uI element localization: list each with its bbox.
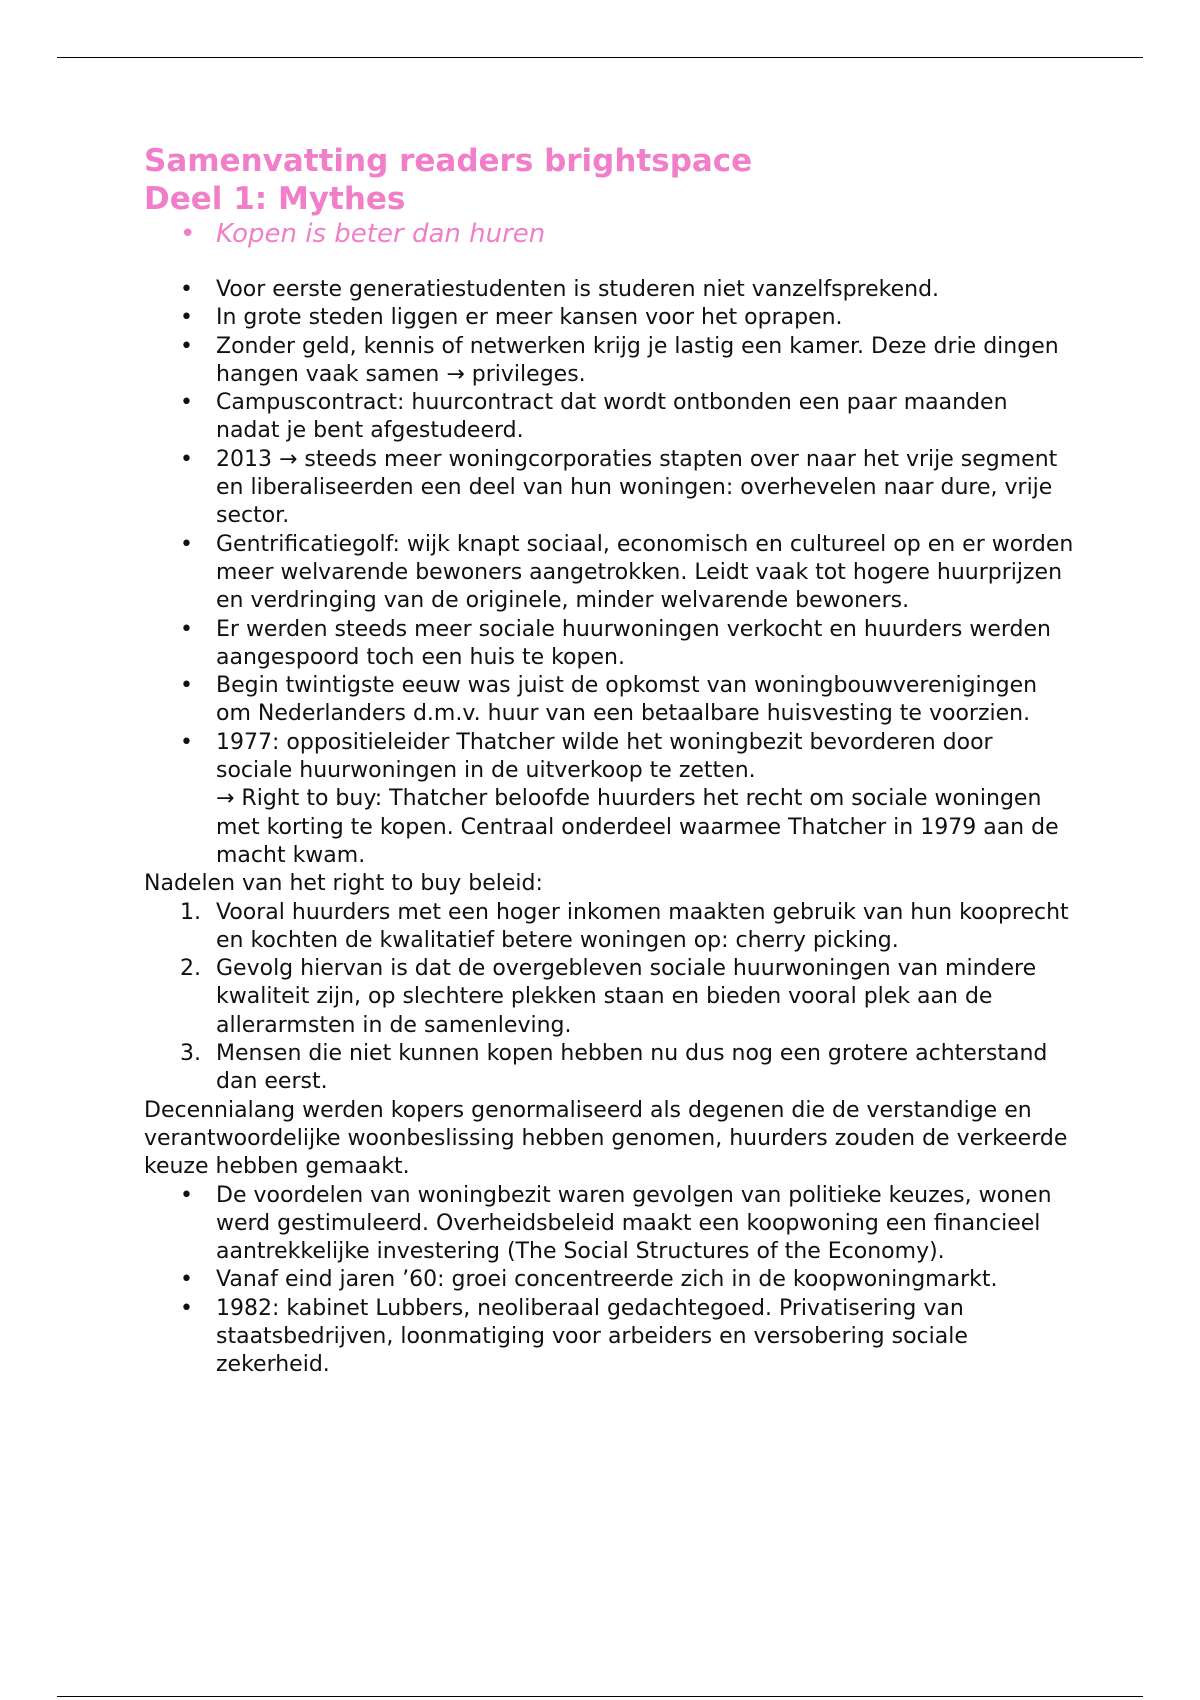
numbered-item	[180, 1040, 1074, 1097]
subtitle: • Kopen is beter dan huren	[216, 218, 1074, 251]
item-text: Mensen die niet kunnen kopen hebben nu dus nog een grotere achterstand dan eerst.	[216, 1041, 1048, 1095]
title-line-1: Samenvatting readers brightspace	[144, 143, 753, 179]
list-item: • Zonder geld, kennis of netwerken krijg je lastig een kamer. Deze drie dingen hangen vaak samen → privileges.	[216, 333, 1074, 390]
numbered-list	[144, 899, 1074, 1097]
bullet-list-1	[144, 276, 1074, 870]
document-body	[144, 142, 1074, 1380]
list-item: • 2013 → steeds meer woningcorporaties stapten over naar het vrije segment en liberaliseerden een deel van hun woningen: overhevelen naar dure, vrije sector.	[216, 446, 1074, 531]
list-item: • Campuscontract: huurcontract dat wordt ontbonden een paar maanden nadat je bent afgestudeerd.	[216, 389, 1074, 446]
item-number: 2.	[180, 956, 201, 982]
thatcher-line: 1977: oppositieleider Thatcher wilde het woningbezit bevorderen door sociale huurwoningen in de uitverkoop te zetten.	[216, 729, 993, 784]
item-number: 3.	[180, 1041, 201, 1067]
subtitle-list	[144, 218, 1074, 251]
list-item: • Er werden steeds meer sociale huurwoningen verkocht en huurders werden aangespoord toch een huis te kopen.	[216, 616, 1074, 673]
item-text: Gevolg hiervan is dat de overgebleven sociale huurwoningen van mindere kwaliteit zijn, op slechtere plekken staan en bieden vooral plek aan de allerarmsten in de samenleving.	[216, 956, 1037, 1038]
header-rule	[57, 57, 1143, 58]
list-item: • Voor eerste generatiestudenten is studeren niet vanzelfsprekend.	[216, 276, 1074, 304]
numbered-item	[180, 955, 1074, 1040]
paragraph: Decennialang werden kopers genormaliseerd als degenen die de verstandige en verantwoordelijke woonbeslissing hebben genomen, huurders zouden de verkeerde keuze hebben gemaakt.	[144, 1097, 1068, 1180]
list-item: • 1982: kabinet Lubbers, neoliberaal gedachtegoed. Privatisering van staatsbedrijven, loonmatiging voor arbeiders en versobering sociale zekerheid.	[216, 1295, 1074, 1380]
document-title	[144, 142, 1074, 218]
list-item: • Begin twintigste eeuw was juist de opkomst van woningbouwverenigingen om Nederlanders d.m.v. huur van een betaalbare huisvesting te voorzien.	[216, 672, 1074, 729]
list-item: • Gentrificatiegolf: wijk knapt sociaal, economisch en cultureel op en er worden meer welvarende bewoners aangetrokken. Leidt vaak tot hogere huurprijzen en verdringing van de originele, minder welvarende bewoners.	[216, 531, 1074, 616]
nadelen-heading: Nadelen van het right to buy beleid:	[144, 871, 543, 897]
numbered-item	[180, 899, 1074, 956]
item-text: Vooral huurders met een hoger inkomen maakten gebruik van hun kooprecht en kochten de kwalitatief betere woningen op: cherry picking.	[216, 899, 1069, 953]
list-item: • Vanaf eind jaren ’60: groei concentreerde zich in de koopwoningmarkt.	[216, 1266, 1074, 1294]
list-item-thatcher	[216, 729, 1074, 870]
list-item: • De voordelen van woningbezit waren gevolgen van politieke keuzes, wonen werd gestimuleerd. Overheidsbeleid maakt een koopwoning een financieel aantrekkelijke investering (The Social Structures of the Economy).	[216, 1182, 1074, 1267]
list-item: • In grote steden liggen er meer kansen voor het oprapen.	[216, 304, 1074, 332]
footer-rule	[57, 1696, 1143, 1697]
item-number: 1.	[180, 899, 201, 925]
thatcher-sub: → Right to buy: Thatcher beloofde huurders het recht om sociale woningen met korting te kopen. Centraal onderdeel waarmee Thatcher in 1979 aan de macht kwam.	[216, 786, 1059, 868]
title-line-2: Deel 1: Mythes	[144, 181, 406, 217]
bullet-list-2	[144, 1182, 1074, 1380]
